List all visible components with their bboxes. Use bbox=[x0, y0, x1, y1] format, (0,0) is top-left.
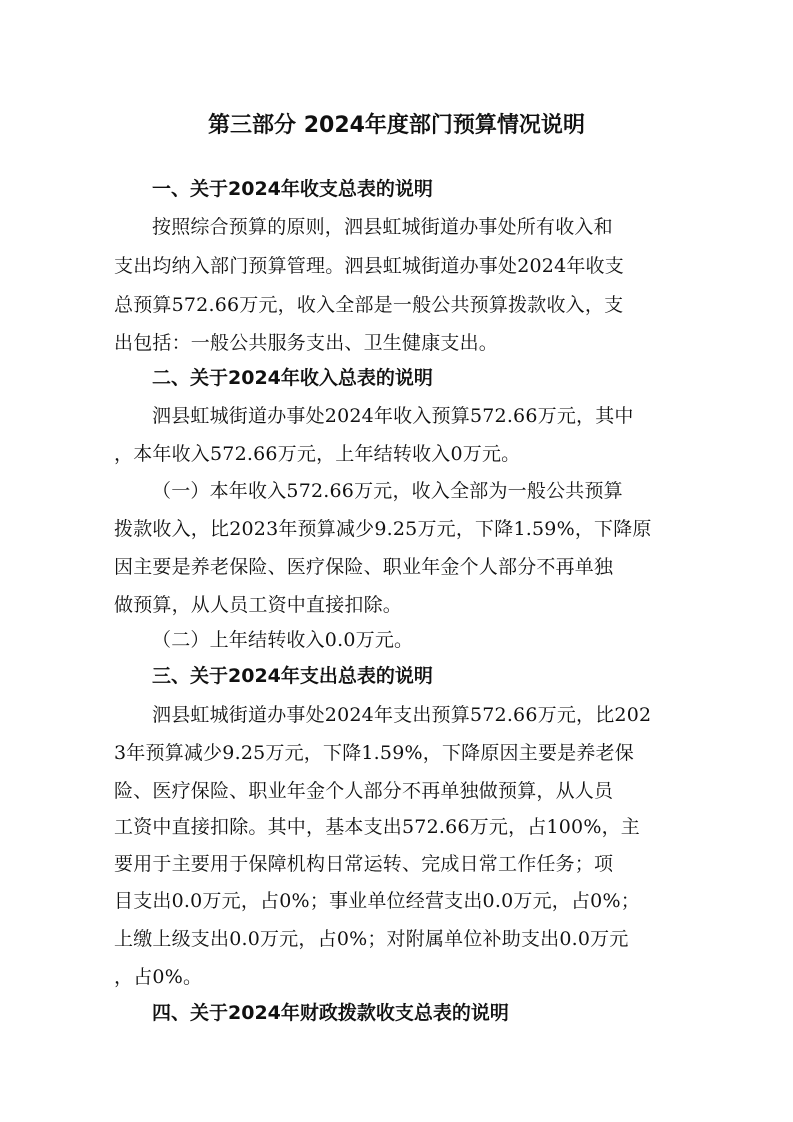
paragraph-line: 上缴上级支出0.0万元，占0%；对附属单位补助支出0.0万元 bbox=[114, 928, 629, 950]
section-heading-2: 二、关于2024年收入总表的说明 bbox=[152, 367, 433, 389]
paragraph-line: 险、医疗保险、职业年金个人部分不再单独做预算，从人员 bbox=[114, 780, 614, 802]
section-heading-1: 一、关于2024年收支总表的说明 bbox=[152, 178, 433, 200]
page-title: 第三部分 2024年度部门预算情况说明 bbox=[208, 113, 585, 138]
paragraph-line: ，本年收入572.66万元，上年结转收入0万元。 bbox=[114, 443, 521, 465]
paragraph-line: 泗县虹城街道办事处2024年收入预算572.66万元，其中 bbox=[152, 405, 634, 427]
paragraph-line: 工资中直接扣除。其中，基本支出572.66万元，占100%，主 bbox=[114, 816, 641, 838]
paragraph-line: 做预算，从人员工资中直接扣除。 bbox=[114, 594, 403, 616]
paragraph-line: （一）本年收入572.66万元，收入全部为一般公共预算 bbox=[152, 480, 623, 502]
paragraph-line: 拨款收入，比2023年预算减少9.25万元，下降1.59%，下降原 bbox=[114, 518, 652, 540]
paragraph-line: 因主要是养老保险、医疗保险、职业年金个人部分不再单独 bbox=[114, 556, 614, 578]
paragraph-line: 出包括：一般公共服务支出、卫生健康支出。 bbox=[114, 332, 499, 354]
paragraph-line: （二）上年结转收入0.0万元。 bbox=[152, 629, 414, 651]
paragraph-line: 支出均纳入部门预算管理。泗县虹城街道办事处2024年收支 bbox=[114, 255, 624, 277]
paragraph-line: 目支出0.0万元，占0%；事业单位经营支出0.0万元，占0%； bbox=[114, 890, 640, 912]
paragraph-line: ，占0%。 bbox=[114, 966, 203, 988]
paragraph-line: 总预算572.66万元，收入全部是一般公共预算拨款收入，支 bbox=[114, 294, 624, 316]
paragraph-line: 按照综合预算的原则，泗县虹城街道办事处所有收入和 bbox=[152, 216, 613, 238]
paragraph-line: 3年预算减少9.25万元，下降1.59%，下降原因主要是养老保 bbox=[114, 742, 634, 764]
paragraph-line: 泗县虹城街道办事处2024年支出预算572.66万元，比202 bbox=[152, 704, 652, 726]
paragraph-line: 要用于主要用于保障机构日常运转、完成日常工作任务；项 bbox=[114, 853, 614, 875]
section-heading-3: 三、关于2024年支出总表的说明 bbox=[152, 665, 433, 687]
section-heading-4: 四、关于2024年财政拨款收支总表的说明 bbox=[152, 1002, 509, 1024]
